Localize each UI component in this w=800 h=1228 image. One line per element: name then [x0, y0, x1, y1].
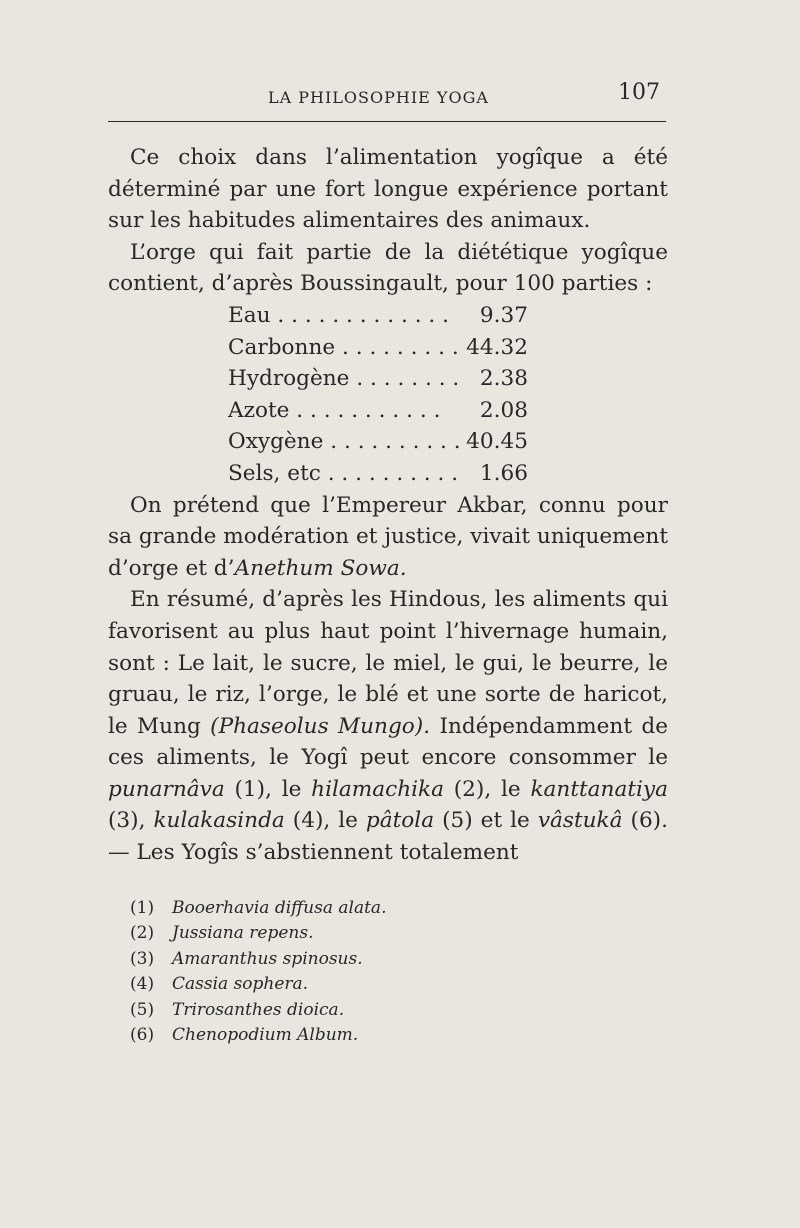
table-row	[228, 332, 528, 364]
footnote-text: Amaranthus spinosus.	[172, 948, 363, 969]
footnote	[130, 998, 550, 1023]
footnote	[130, 896, 550, 921]
text-run: En résumé, d’après les Hindous, les aliments qui favorisent au plus haut point l’hivernage humain, sont : Le lait, le sucre, le miel, le gui, le beurre, le gruau, le riz, l’orge, le blé et une sorte de haricot, le Mung	[108, 587, 668, 739]
component-value: 2.08	[479, 397, 528, 423]
component-label: Sels, etc . . . . . . . . . .	[228, 460, 459, 486]
component-label: Eau . . . . . . . . . . . . .	[228, 302, 450, 328]
italic-term: punarnâva	[108, 776, 225, 802]
text-run: On prétend que l’Empereur Akbar, connu pour sa grande modération et justice, vivait uniquement d’orge et d’	[108, 492, 668, 581]
text-run: (5) et le	[434, 808, 538, 834]
main-text	[108, 142, 668, 869]
footnote-text: Jussiana repens.	[172, 923, 314, 944]
component-value: 2.38	[479, 366, 528, 392]
italic-term: kanttanatiya	[530, 776, 668, 802]
text-run: Indépendamment de ces aliments, le Yogî peut encore consommer le	[108, 713, 668, 771]
footnote-number: (5)	[130, 999, 155, 1020]
italic-term: kulakasinda	[153, 808, 285, 834]
text-run: (1), le	[224, 776, 312, 802]
component-label: Carbonne . . . . . . . . .	[228, 334, 459, 360]
footnote-number: (6)	[130, 1025, 155, 1046]
paragraph	[108, 490, 668, 585]
paragraph	[108, 584, 668, 868]
text-run: (2), le	[443, 776, 531, 802]
component-value: 40.45	[466, 429, 528, 455]
text-run: (6). — Les Yogîs s’abstiennent totalement	[108, 808, 668, 866]
page-number: 107	[618, 80, 660, 105]
paragraph: Ce choix dans l’alimentation yogîque a été déterminé par une fort longue expérience portant sur les habitudes alimentaires des animaux.	[108, 145, 668, 234]
component-value: 1.66	[479, 460, 528, 486]
component-label: Oxygène . . . . . . . . . .	[228, 429, 461, 455]
italic-term: vâstukâ	[537, 808, 623, 834]
table-row	[228, 426, 528, 458]
footnotes	[130, 896, 550, 1048]
footnote	[130, 947, 550, 972]
paragraph: L’orge qui fait partie de la diététique yogîque contient, d’après Boussingault, pour 100 parties :	[108, 239, 668, 297]
footnote-text: Cassia sophera.	[172, 974, 309, 995]
footnote-text: Trirosanthes dioica.	[172, 999, 345, 1020]
table-row	[228, 395, 528, 427]
footnote	[130, 921, 550, 946]
text-run: (3),	[108, 808, 154, 834]
footnote-text: Chenopodium Album.	[172, 1025, 359, 1046]
header-rule	[108, 121, 666, 122]
italic-term: (Phaseolus Mungo).	[210, 713, 431, 739]
running-title: LA PHILOSOPHIE YOGA	[268, 88, 489, 107]
component-label: Hydrogène . . . . . . . .	[228, 366, 460, 392]
table-row	[228, 300, 528, 332]
footnote	[130, 1023, 550, 1048]
footnote-text: Booerhavia diffusa alata.	[172, 898, 387, 918]
footnote	[130, 972, 550, 997]
component-label: Azote . . . . . . . . . . .	[228, 397, 441, 423]
text-run: (4), le	[284, 808, 366, 834]
composition-table	[228, 300, 528, 490]
footnote-number: (4)	[130, 974, 155, 995]
table-row	[228, 363, 528, 395]
footnote-number: (3)	[130, 948, 155, 969]
page-header	[108, 80, 668, 114]
component-value: 44.32	[466, 334, 528, 360]
italic-term: Anethum Sowa.	[234, 555, 407, 581]
component-value: 9.37	[479, 302, 528, 328]
italic-term: hilamachika	[311, 776, 444, 802]
footnote-number: (2)	[130, 923, 155, 944]
table-row	[228, 458, 528, 490]
italic-term: pâtola	[365, 808, 435, 834]
footnote-number: (1)	[130, 898, 155, 918]
